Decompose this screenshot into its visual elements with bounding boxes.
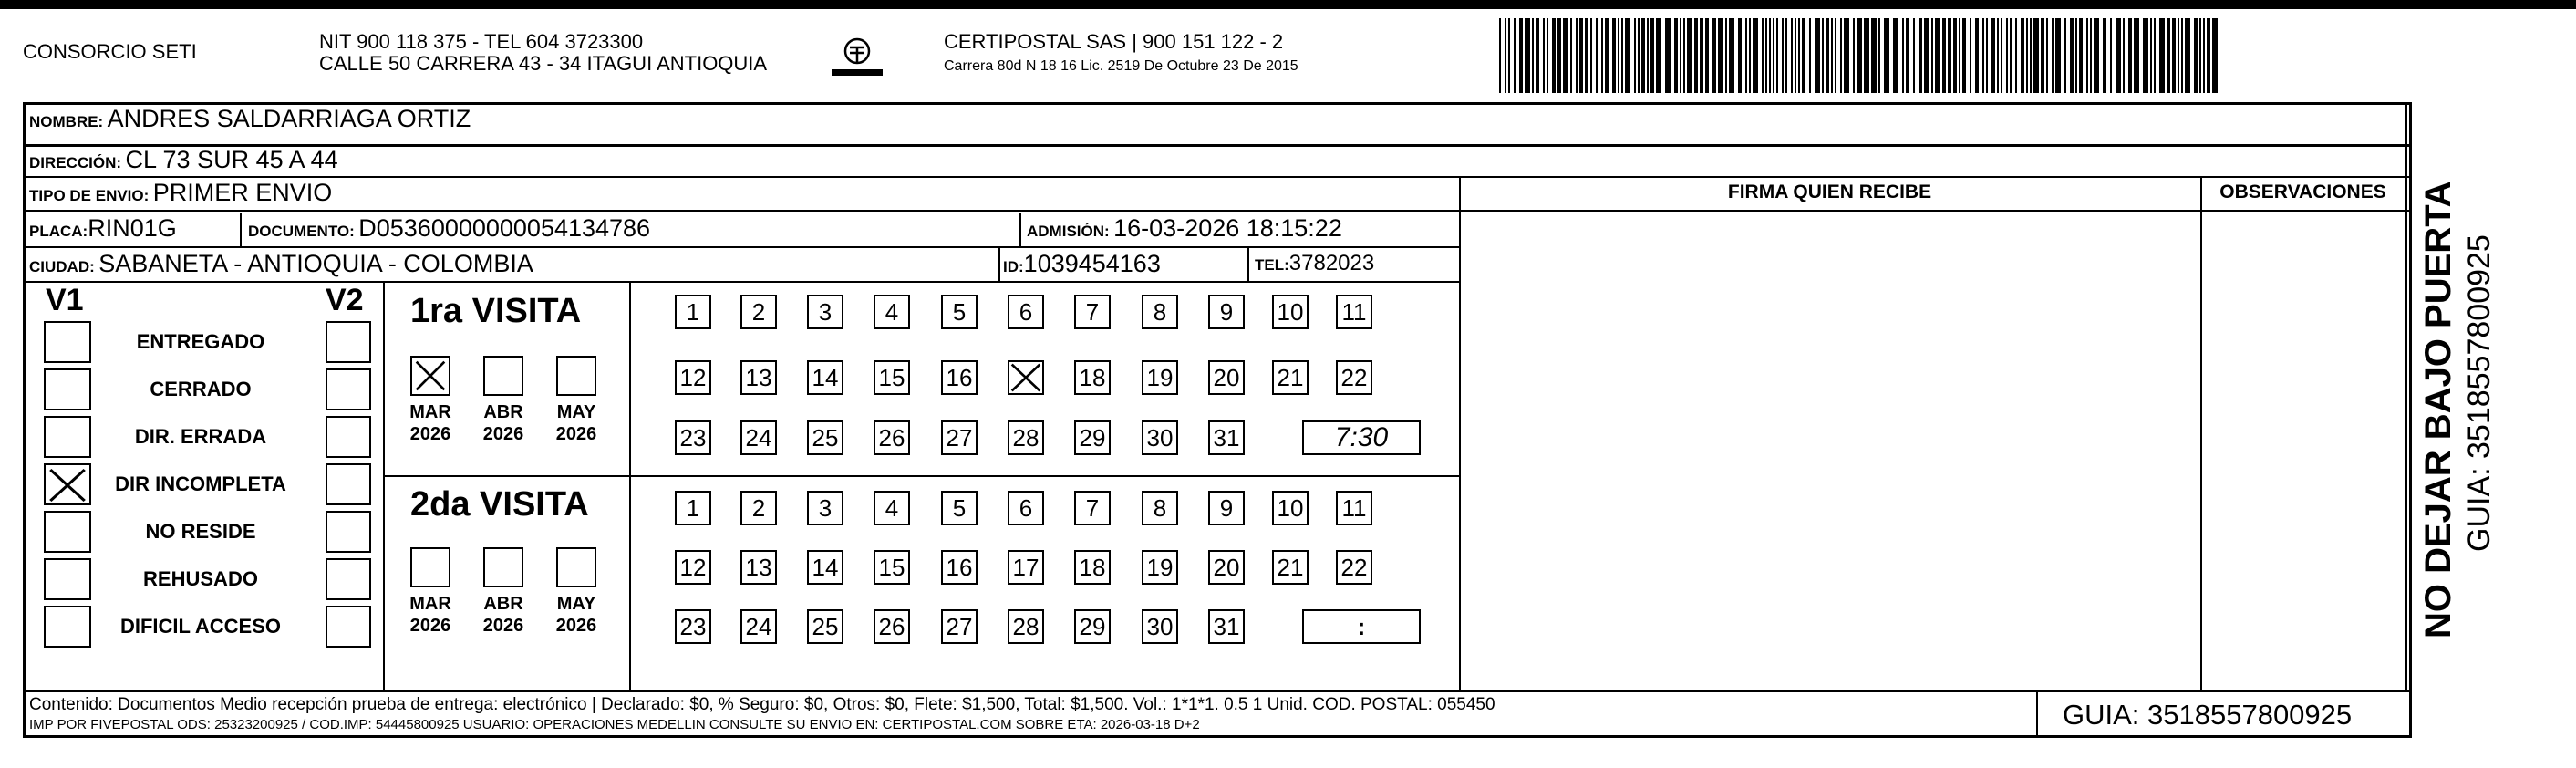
day-box-7[interactable]: 7	[1074, 491, 1111, 525]
barcode-bar	[1893, 18, 1898, 93]
barcode-bar	[2030, 18, 2032, 93]
barcode-bar	[1650, 18, 1654, 93]
barcode-bar	[1585, 18, 1588, 93]
barcode-bar	[1514, 18, 1516, 93]
barcode-bar	[2207, 18, 2210, 93]
barcode-bar	[2006, 18, 2008, 93]
barcode-bar	[1982, 18, 1984, 93]
day-box-20[interactable]: 20	[1208, 550, 1245, 585]
barcode-bar	[2090, 18, 2092, 93]
day-box-1[interactable]: 1	[675, 491, 711, 525]
barcode-bar	[1815, 18, 1820, 93]
status-label: CERRADO	[150, 378, 252, 400]
day-box-8[interactable]: 8	[1142, 295, 1178, 329]
v2-checkbox[interactable]	[326, 321, 371, 363]
day-box-12[interactable]: 12	[675, 550, 711, 585]
day-box-9[interactable]: 9	[1208, 491, 1245, 525]
barcode-bar	[1970, 18, 1971, 93]
barcode-bar	[1519, 18, 1523, 93]
day-box-16[interactable]: 16	[941, 360, 978, 395]
barcode-bar	[1975, 18, 1979, 93]
barcode-bar	[1656, 18, 1661, 93]
barcode-bar	[1705, 18, 1709, 93]
day-box-4[interactable]: 4	[874, 295, 910, 329]
day-box-5[interactable]: 5	[941, 491, 978, 525]
barcode-bar	[2212, 18, 2218, 93]
day-box-10[interactable]: 10	[1272, 295, 1309, 329]
barcode-bar	[2203, 18, 2205, 93]
barcode-bar	[1625, 18, 1630, 93]
v1-checkbox[interactable]	[44, 511, 91, 553]
barcode-bar	[1665, 18, 1671, 93]
footer-line-2: IMP POR FIVEPOSTAL ODS: 25323200925 / COD.IMP: 54445800925 USUARIO: OPERACIONES MEDELLIN CONSULTE SU ENVIO EN: CERTIPOSTAL.COM SOBRE ETA: 2026-03-18 D+2	[29, 717, 1200, 732]
barcode-bar	[2033, 18, 2039, 93]
barcode-bar	[2079, 18, 2083, 93]
barcode-bar	[1618, 18, 1619, 93]
x-mark-icon	[47, 467, 88, 503]
day-box-1[interactable]: 1	[675, 295, 711, 329]
day-box-27[interactable]: 27	[941, 609, 978, 644]
barcode	[1495, 18, 2225, 93]
barcode-bar	[1749, 18, 1751, 93]
v2-checkbox[interactable]	[326, 558, 371, 600]
barcode-bar	[2052, 18, 2054, 93]
day-box-2[interactable]: 2	[740, 491, 777, 525]
day-box-30[interactable]: 30	[1142, 609, 1178, 644]
barcode-bar	[1791, 18, 1793, 93]
barcode-bar	[1935, 18, 1940, 93]
barcode-bar	[1835, 18, 1836, 93]
barcode-bar	[2015, 18, 2017, 93]
barcode-bar	[2199, 18, 2201, 93]
barcode-bar	[1782, 18, 1784, 93]
barcode-bar	[2064, 18, 2066, 93]
barcode-bar	[1621, 18, 1623, 93]
barcode-bar	[1809, 18, 1811, 93]
barcode-bar	[1919, 18, 1922, 93]
day-box-24[interactable]: 24	[740, 609, 777, 644]
barcode-bar	[2154, 18, 2156, 93]
day-box-15[interactable]: 15	[874, 550, 910, 585]
barcode-bar	[1840, 18, 1842, 93]
month-label: MAR 2026	[409, 594, 451, 636]
day-box-17[interactable]: 17	[1008, 550, 1044, 585]
barcode-bar	[1802, 18, 1805, 93]
month-checkbox[interactable]	[483, 547, 523, 587]
day-box-2[interactable]: 2	[740, 295, 777, 329]
barcode-bar	[1765, 18, 1767, 93]
barcode-bar	[1745, 18, 1747, 93]
day-box-20[interactable]: 20	[1208, 360, 1245, 395]
barcode-bar	[1505, 18, 1506, 93]
barcode-bar	[1902, 18, 1904, 93]
nombre-value: ANDRES SALDARRIAGA ORTIZ	[107, 105, 471, 132]
barcode-bar	[1986, 18, 1988, 93]
barcode-bar	[1871, 18, 1877, 93]
day-box-21[interactable]: 21	[1272, 550, 1309, 585]
day-box-18[interactable]: 18	[1074, 360, 1111, 395]
tipo-envio-field: TIPO DE ENVIO: PRIMER ENVIO	[29, 179, 333, 206]
barcode-bar	[2123, 18, 2125, 93]
month-label: ABR 2026	[482, 402, 524, 444]
barcode-bar	[2143, 18, 2148, 93]
barcode-bar	[2150, 18, 2152, 93]
v1-checkbox[interactable]	[44, 321, 91, 363]
barcode-bar	[1596, 18, 1598, 93]
barcode-bar	[2167, 18, 2170, 93]
v2-checkbox[interactable]	[326, 463, 371, 505]
day-box-31[interactable]: 31	[1208, 609, 1245, 644]
first-visit-title: 1ra VISITA	[410, 292, 582, 330]
side-guia: GUIA: 3518557800925	[2462, 234, 2497, 552]
status-label: NO RESIDE	[145, 520, 256, 543]
documento-field: DOCUMENTO: D05360000000054134786	[248, 214, 651, 242]
barcode-bar	[1773, 18, 1774, 93]
barcode-bar	[2178, 18, 2179, 93]
barcode-bar	[1948, 18, 1951, 93]
day-box-17[interactable]	[1008, 360, 1044, 395]
certipostal-logo	[830, 35, 885, 82]
day-box-25[interactable]: 25	[807, 609, 843, 644]
month-label: MAY 2026	[555, 594, 597, 636]
day-box-14[interactable]: 14	[807, 360, 843, 395]
day-box-6[interactable]: 6	[1008, 295, 1044, 329]
month-checkbox[interactable]	[410, 356, 450, 396]
month-checkbox[interactable]	[410, 547, 450, 587]
nit-line: NIT 900 118 375 - TEL 604 3723300	[319, 30, 644, 53]
license-line: Carrera 80d N 18 16 Lic. 2519 De Octubre 23 De 2015	[944, 58, 1298, 74]
barcode-bar	[2001, 18, 2002, 93]
placa-field: PLACA:RIN01G	[29, 214, 177, 242]
observaciones-header: OBSERVACIONES	[2219, 182, 2386, 202]
barcode-bar	[1853, 18, 1855, 93]
barcode-bar	[1557, 18, 1561, 93]
day-box-23[interactable]: 23	[675, 609, 711, 644]
barcode-bar	[1590, 18, 1592, 93]
barcode-bar	[1795, 18, 1796, 93]
day-box-15[interactable]: 15	[874, 360, 910, 395]
barcode-bar	[1785, 18, 1787, 93]
barcode-bar	[1712, 18, 1716, 93]
barcode-bar	[2110, 18, 2112, 93]
day-box-26[interactable]: 26	[874, 609, 910, 644]
v1-checkbox[interactable]	[44, 416, 91, 458]
barcode-bar	[1738, 18, 1742, 93]
month-checkbox[interactable]	[556, 547, 596, 587]
ciudad-field: CIUDAD: SABANETA - ANTIOQUIA - COLOMBIA	[29, 250, 533, 277]
day-box-12[interactable]: 12	[675, 360, 711, 395]
status-label: ENTREGADO	[136, 330, 265, 353]
v2-checkbox[interactable]	[326, 606, 371, 648]
month-label: ABR 2026	[482, 594, 524, 636]
barcode-bar	[2046, 18, 2048, 93]
barcode-bar	[2021, 18, 2024, 93]
barcode-bar	[1831, 18, 1833, 93]
barcode-bar	[1878, 18, 1880, 93]
day-box-27[interactable]: 27	[941, 420, 978, 455]
barcode-bar	[1647, 18, 1649, 93]
barcode-bar	[1906, 18, 1909, 93]
firma-header: FIRMA QUIEN RECIBE	[1727, 182, 1932, 202]
barcode-bar	[1953, 18, 1957, 93]
day-box-5[interactable]: 5	[941, 295, 978, 329]
barcode-bar	[1570, 18, 1572, 93]
barcode-bar	[1991, 18, 1995, 93]
top-border	[0, 0, 2576, 9]
day-box-21[interactable]: 21	[1272, 360, 1309, 395]
status-label: DIFICIL ACCESO	[119, 615, 281, 638]
barcode-bar	[1826, 18, 1829, 93]
v2-checkbox[interactable]	[326, 368, 371, 410]
admision-value: 16-03-2026 18:15:22	[1113, 214, 1342, 242]
barcode-bar	[1822, 18, 1824, 93]
barcode-bar	[1634, 18, 1636, 93]
barcode-bar	[2185, 18, 2190, 93]
barcode-bar	[2103, 18, 2106, 93]
address-line: CALLE 50 CARRERA 43 - 34 ITAGUI ANTIOQUIA	[319, 52, 768, 75]
documento-value: D05360000000054134786	[358, 214, 651, 242]
barcode-bar	[1680, 18, 1681, 93]
day-box-13[interactable]: 13	[740, 360, 777, 395]
month-label: MAY 2026	[555, 402, 597, 444]
barcode-bar	[2086, 18, 2088, 93]
day-box-29[interactable]: 29	[1074, 609, 1111, 644]
barcode-bar	[2159, 18, 2165, 93]
barcode-bar	[2134, 18, 2139, 93]
barcode-bar	[1997, 18, 1999, 93]
barcode-bar	[2181, 18, 2183, 93]
barcode-bar	[2172, 18, 2176, 93]
barcode-bar	[2010, 18, 2012, 93]
barcode-bar	[1536, 18, 1539, 93]
day-box-25[interactable]: 25	[807, 420, 843, 455]
barcode-bar	[1962, 18, 1966, 93]
day-box-31[interactable]: 31	[1208, 420, 1245, 455]
day-box-16[interactable]: 16	[941, 550, 978, 585]
v1-checkbox[interactable]	[44, 368, 91, 410]
v1-checkbox[interactable]	[44, 606, 91, 648]
barcode-bar	[1700, 18, 1703, 93]
tel-value: 3782023	[1288, 251, 1375, 275]
day-box-24[interactable]: 24	[740, 420, 777, 455]
barcode-bar	[1857, 18, 1862, 93]
nombre-field: NOMBRE: ANDRES SALDARRIAGA ORTIZ	[29, 105, 471, 132]
barcode-bar	[1942, 18, 1946, 93]
day-box-9[interactable]: 9	[1208, 295, 1245, 329]
day-box-28[interactable]: 28	[1008, 420, 1044, 455]
day-box-26[interactable]: 26	[874, 420, 910, 455]
month-label: MAR 2026	[409, 402, 451, 444]
v1-checkbox[interactable]	[44, 463, 91, 505]
day-box-3[interactable]: 3	[807, 491, 843, 525]
v2-header: V2	[326, 283, 364, 317]
barcode-bar	[1687, 18, 1692, 93]
day-box-10[interactable]: 10	[1272, 491, 1309, 525]
barcode-bar	[2075, 18, 2077, 93]
barcode-bar	[1576, 18, 1578, 93]
barcode-bar	[1753, 18, 1758, 93]
day-box-18[interactable]: 18	[1074, 550, 1111, 585]
footer-guia: GUIA: 3518557800925	[2063, 699, 2353, 731]
barcode-bar	[1729, 18, 1734, 93]
barcode-bar	[2194, 18, 2198, 93]
day-box-23[interactable]: 23	[675, 420, 711, 455]
day-box-3[interactable]: 3	[807, 295, 843, 329]
tel-field: TEL:3782023	[1255, 251, 1375, 275]
barcode-bar	[1601, 18, 1603, 93]
day-box-11[interactable]: 11	[1336, 295, 1372, 329]
day-box-22[interactable]: 22	[1336, 360, 1372, 395]
placa-value: RIN01G	[88, 214, 177, 242]
barcode-bar	[1725, 18, 1727, 93]
day-box-19[interactable]: 19	[1142, 550, 1178, 585]
day-box-6[interactable]: 6	[1008, 491, 1044, 525]
barcode-bar	[2041, 18, 2044, 93]
id-field: ID:1039454163	[1003, 250, 1161, 277]
day-box-28[interactable]: 28	[1008, 609, 1044, 644]
day-box-8[interactable]: 8	[1142, 491, 1178, 525]
barcode-bar	[1924, 18, 1929, 93]
barcode-bar	[1525, 18, 1530, 93]
direccion-value: CL 73 SUR 45 A 44	[125, 146, 338, 173]
day-box-14[interactable]: 14	[807, 550, 843, 585]
v1-checkbox[interactable]	[44, 558, 91, 600]
day-box-13[interactable]: 13	[740, 550, 777, 585]
barcode-bar	[1612, 18, 1616, 93]
barcode-bar	[1547, 18, 1548, 93]
barcode-bar	[1499, 18, 1501, 93]
barcode-bar	[2055, 18, 2061, 93]
admision-field: ADMISIÓN: 16-03-2026 18:15:22	[1027, 214, 1342, 242]
barcode-bar	[1641, 18, 1645, 93]
status-label: DIR. ERRADA	[134, 425, 267, 448]
barcode-bar	[1674, 18, 1678, 93]
barcode-bar	[1959, 18, 1960, 93]
barcode-bar	[1844, 18, 1849, 93]
day-box-22[interactable]: 22	[1336, 550, 1372, 585]
day-box-4[interactable]: 4	[874, 491, 910, 525]
barcode-bar	[1579, 18, 1583, 93]
barcode-bar	[1694, 18, 1698, 93]
barcode-bar	[1762, 18, 1764, 93]
month-checkbox[interactable]	[556, 356, 596, 396]
barcode-bar	[1884, 18, 1889, 93]
barcode-bar	[1563, 18, 1568, 93]
day-box-30[interactable]: 30	[1142, 420, 1178, 455]
month-checkbox[interactable]	[483, 356, 523, 396]
barcode-bar	[2128, 18, 2132, 93]
v2-checkbox[interactable]	[326, 416, 371, 458]
barcode-bar	[1776, 18, 1778, 93]
footer-line-1: Contenido: Documentos Medio recepción prueba de entrega: electrónico | Declarado: $0, % Seguro: $0, Otros: $0, Flete: $1,500, Total: $1,500. Vol.: 1*1*1. 0.5 1 Unid. COD. POSTAL: 055450	[29, 695, 1495, 714]
certipostal-line: CERTIPOSTAL SAS | 900 151 122 - 2	[944, 30, 1284, 53]
direccion-field: DIRECCIÓN: CL 73 SUR 45 A 44	[29, 146, 338, 173]
barcode-bar	[2070, 18, 2074, 93]
tipo-envio-value: PRIMER ENVIO	[152, 179, 333, 206]
status-label: REHUSADO	[143, 567, 258, 590]
barcode-bar	[1543, 18, 1545, 93]
status-label: DIR INCOMPLETA	[115, 472, 286, 495]
barcode-bar	[1605, 18, 1609, 93]
barcode-bar	[1683, 18, 1685, 93]
ciudad-value: SABANETA - ANTIOQUIA - COLOMBIA	[98, 250, 533, 277]
barcode-bar	[1913, 18, 1915, 93]
second-visit-title: 2da VISITA	[410, 485, 589, 524]
barcode-bar	[1718, 18, 1723, 93]
v1-header: V1	[46, 283, 84, 317]
barcode-bar	[1532, 18, 1534, 93]
x-mark-icon	[1009, 362, 1042, 393]
no-dejar-bajo-puerta: NO DEJAR BAJO PUERTA	[2418, 181, 2458, 638]
id-value: 1039454163	[1023, 250, 1161, 277]
time-box[interactable]: 7:30	[1302, 420, 1421, 455]
day-box-11[interactable]: 11	[1336, 491, 1372, 525]
company-name: CONSORCIO SETI	[23, 40, 197, 63]
day-box-29[interactable]: 29	[1074, 420, 1111, 455]
barcode-bar	[1638, 18, 1640, 93]
barcode-bar	[1798, 18, 1800, 93]
barcode-bar	[1508, 18, 1510, 93]
day-box-7[interactable]: 7	[1074, 295, 1111, 329]
barcode-bar	[1552, 18, 1556, 93]
x-mark-icon	[414, 359, 447, 392]
barcode-bar	[1769, 18, 1771, 93]
day-box-19[interactable]: 19	[1142, 360, 1178, 395]
barcode-bar	[1931, 18, 1933, 93]
time-box[interactable]: :	[1302, 609, 1421, 644]
barcode-bar	[2094, 18, 2099, 93]
barcode-bar	[1864, 18, 1869, 93]
barcode-bar	[2026, 18, 2028, 93]
barcode-bar	[2116, 18, 2121, 93]
v2-checkbox[interactable]	[326, 511, 371, 553]
